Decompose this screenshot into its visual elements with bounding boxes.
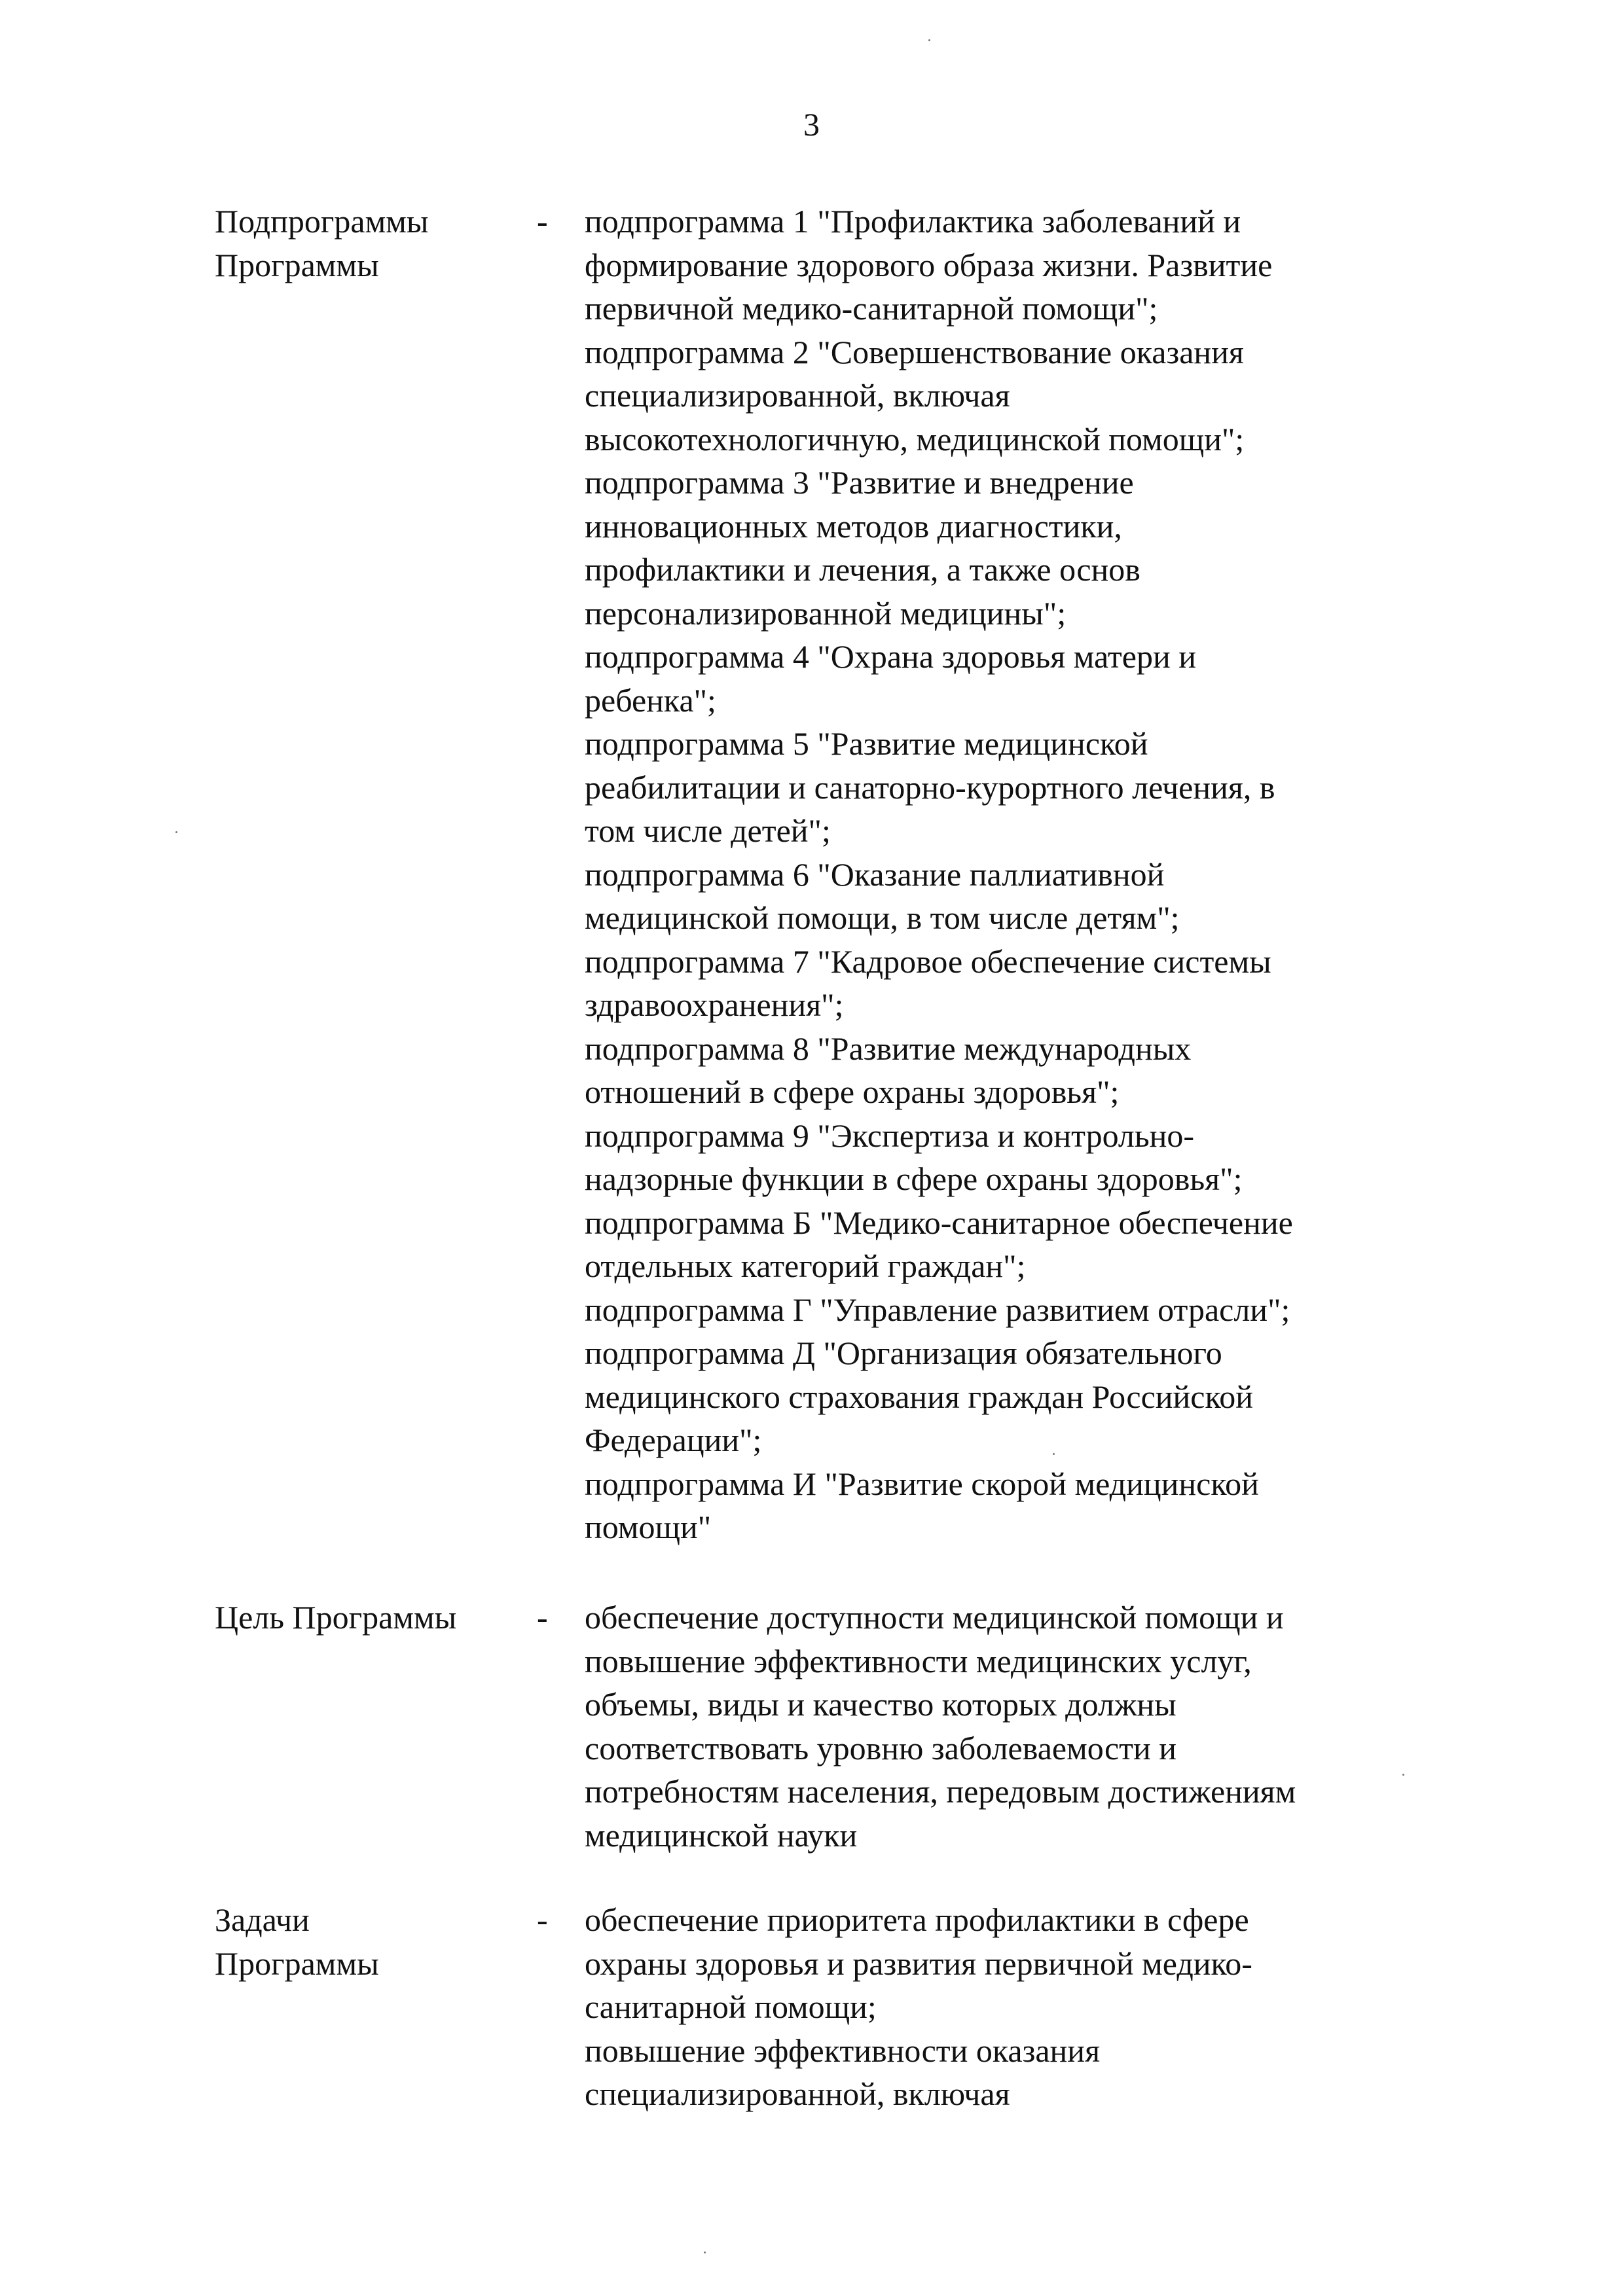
content-line: медицинской помощи, в том числе детям";	[585, 899, 1180, 936]
content-line: том числе детей";	[585, 812, 831, 849]
content-line: санитарной помощи;	[585, 1988, 877, 2025]
content-line: повышение эффективности медицинских услуг,	[585, 1642, 1252, 1679]
content-line: отношений в сфере охраны здоровья";	[585, 1073, 1120, 1110]
content-line: инновационных методов диагностики,	[585, 507, 1122, 545]
content-line: обеспечение приоритета профилактики в сфере	[585, 1901, 1249, 1938]
content-line: подпрограмма Г "Управление развитием отрасли";	[585, 1291, 1290, 1328]
scan-speck	[928, 39, 930, 41]
scan-speck	[175, 831, 177, 833]
dash-separator: -	[537, 203, 548, 240]
content-line: подпрограмма 8 "Развитие международных	[585, 1030, 1192, 1067]
content-line: специализированной, включая	[585, 377, 1010, 414]
content-line: подпрограмма 5 "Развитие медицинской	[585, 725, 1148, 762]
content-line: обеспечение доступности медицинской помощи и	[585, 1599, 1284, 1636]
content-line: подпрограмма 4 "Охрана здоровья матери и	[585, 638, 1196, 675]
section-content	[585, 1596, 1436, 1857]
dash-separator: -	[537, 1599, 548, 1636]
content-line: соответствовать уровню заболеваемости и	[585, 1729, 1177, 1767]
content-line: подпрограмма И "Развитие скорой медицинской	[585, 1465, 1259, 1502]
content-line: подпрограмма 1 "Профилактика заболеваний и	[585, 203, 1241, 240]
scan-speck	[1402, 1774, 1404, 1776]
content-line: реабилитации и санаторно-курортного лечения, в	[585, 768, 1275, 806]
section-content	[585, 1898, 1436, 2116]
content-line: подпрограмма 3 "Развитие и внедрение	[585, 464, 1134, 501]
content-line: Федерации";	[585, 1422, 762, 1458]
content-line: ребенка";	[585, 681, 716, 719]
content-line: подпрограмма 6 "Оказание паллиативной	[585, 855, 1165, 893]
content-line: первичной медико-санитарной помощи";	[585, 290, 1158, 327]
content-line: охраны здоровья и развития первичной медико-	[585, 1945, 1252, 1982]
content-line: здравоохранения";	[585, 986, 844, 1023]
section-label: Цель Программы	[215, 1599, 457, 1636]
content-line: формирование здорового образа жизни. Развитие	[585, 246, 1273, 283]
content-line: специализированной, включая	[585, 2075, 1010, 2112]
content-line: подпрограмма 2 "Совершенствование оказания	[585, 333, 1244, 370]
content-line: надзорные функции в сфере охраны здоровья";	[585, 1160, 1243, 1197]
section-content	[585, 200, 1436, 1549]
content-line: объемы, виды и качество которых должны	[585, 1686, 1176, 1723]
page-number: 3	[803, 106, 820, 143]
content-line: высокотехнологичную, медицинской помощи";	[585, 420, 1245, 457]
content-line: медицинской науки	[585, 1816, 858, 1854]
scan-speck	[704, 2251, 706, 2253]
scan-speck	[1053, 1453, 1055, 1455]
content-line: медицинского страхования граждан Российской	[585, 1378, 1253, 1415]
content-line: персонализированной медицины";	[585, 594, 1067, 632]
content-line: повышение эффективности оказания	[585, 2032, 1101, 2069]
content-line: подпрограмма Б "Медико-санитарное обеспечение	[585, 1204, 1293, 1241]
dash-separator: -	[537, 1901, 548, 1938]
content-line: подпрограмма 7 "Кадровое обеспечение системы	[585, 942, 1271, 980]
content-line: подпрограмма 9 "Экспертиза и контрольно-	[585, 1117, 1195, 1154]
section-label: Задачи Программы	[215, 1901, 379, 1982]
content-line: отдельных категорий граждан";	[585, 1247, 1026, 1284]
section-label: Подпрограммы Программы	[215, 203, 429, 283]
content-line: помощи"	[585, 1509, 712, 1545]
content-line: потребностям населения, передовым достижениям	[585, 1773, 1296, 1810]
content-line: профилактики и лечения, а также основ	[585, 551, 1140, 588]
content-line: подпрограмма Д "Организация обязательного	[585, 1335, 1222, 1371]
